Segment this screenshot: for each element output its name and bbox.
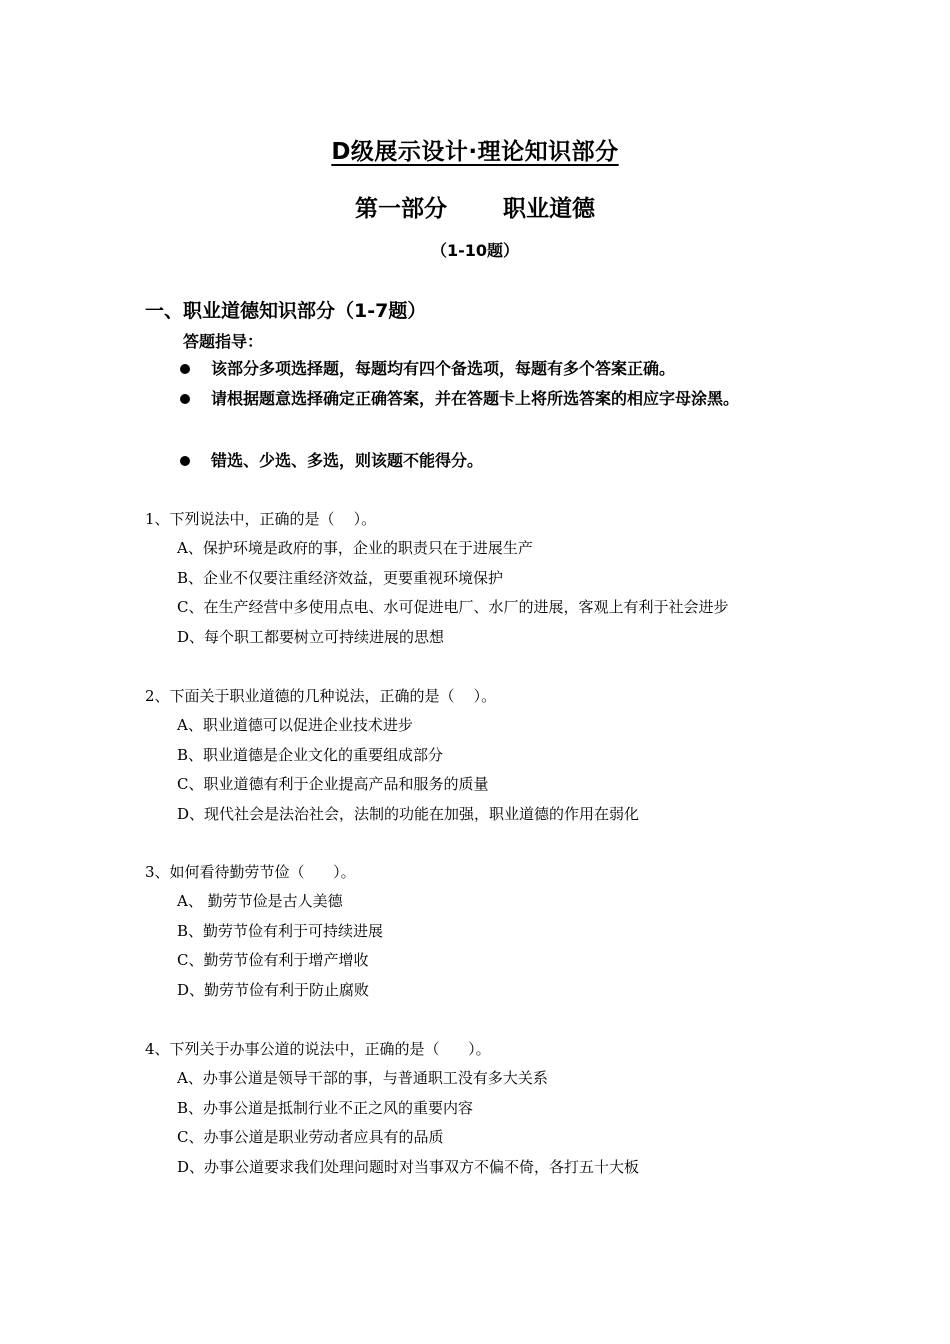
question-range: （1-10题） (430, 241, 520, 260)
part-title: 第一部分 职业道德 (354, 196, 596, 222)
guideline-item (178, 353, 808, 385)
guide-label: 答题指导： (183, 332, 264, 351)
question-option: A、保护环境是政府的事，企业的职责只在于进展生产 (177, 539, 533, 557)
guideline-item (178, 445, 808, 477)
question-4 (145, 1039, 845, 1177)
guideline-text: 错选、少选、多选，则该题不能得分。 (211, 451, 484, 470)
question-option: B、勤劳节俭有利于可持续进展 (177, 921, 384, 940)
question-option: C、勤劳节俭有利于增产增收 (177, 951, 369, 970)
section-heading: 一、职业道德知识部分（1-7题） (145, 300, 427, 322)
question-option: C、职业道德有利于企业提高产品和服务的质量 (177, 775, 489, 794)
question-stem: 1、下列说法中，正确的是（ ）。 (145, 510, 377, 528)
question-stem: 4、下列关于办事公道的说法中，正确的是（ ）。 (145, 1040, 491, 1058)
question-option: D、每个职工都要树立可持续进展的思想 (177, 628, 445, 647)
guideline-item (178, 383, 808, 415)
question-option: C、办事公道是职业劳动者应具有的品质 (177, 1128, 444, 1147)
question-option: A、 勤劳节俭是古人美德 (177, 892, 343, 910)
question-option: D、现代社会是法治社会，法制的功能在加强，职业道德的作用在弱化 (177, 805, 640, 824)
question-2 (145, 686, 845, 824)
bullet-dot-icon (180, 394, 190, 404)
question-stem: 3、如何看待勤劳节俭（ ）。 (145, 863, 356, 881)
bullet-dot-icon (180, 456, 190, 466)
question-option: C、在生产经营中多使用点电、水可促进电厂、水厂的进展，客观上有利于社会进步 (177, 598, 729, 617)
question-option: A、办事公道是领导干部的事，与普通职工没有多大关系 (177, 1069, 548, 1087)
guideline-text: 请根据题意选择确定正确答案，并在答题卡上将所选答案的相应字母涂黑。 (211, 389, 740, 408)
guideline-text: 该部分多项选择题，每题均有四个备选项，每题有多个答案正确。 (211, 359, 676, 378)
document-title: D级展示设计·理论知识部分 (331, 139, 619, 165)
question-option: B、办事公道是抵制行业不正之风的重要内容 (177, 1098, 474, 1117)
question-3 (145, 862, 845, 1000)
question-option: B、企业不仅要注重经济效益，更要重视环境保护 (177, 568, 504, 587)
question-option: D、办事公道要求我们处理问题时对当事双方不偏不倚，各打五十大板 (177, 1158, 640, 1177)
question-option: A、职业道德可以促进企业技术进步 (177, 716, 413, 734)
question-option: D、勤劳节俭有利于防止腐败 (177, 981, 370, 1000)
question-1 (145, 509, 845, 647)
question-stem: 2、下面关于职业道德的几种说法，正确的是（ ）。 (145, 687, 497, 705)
bullet-dot-icon (180, 364, 190, 374)
question-option: B、职业道德是企业文化的重要组成部分 (177, 745, 444, 764)
